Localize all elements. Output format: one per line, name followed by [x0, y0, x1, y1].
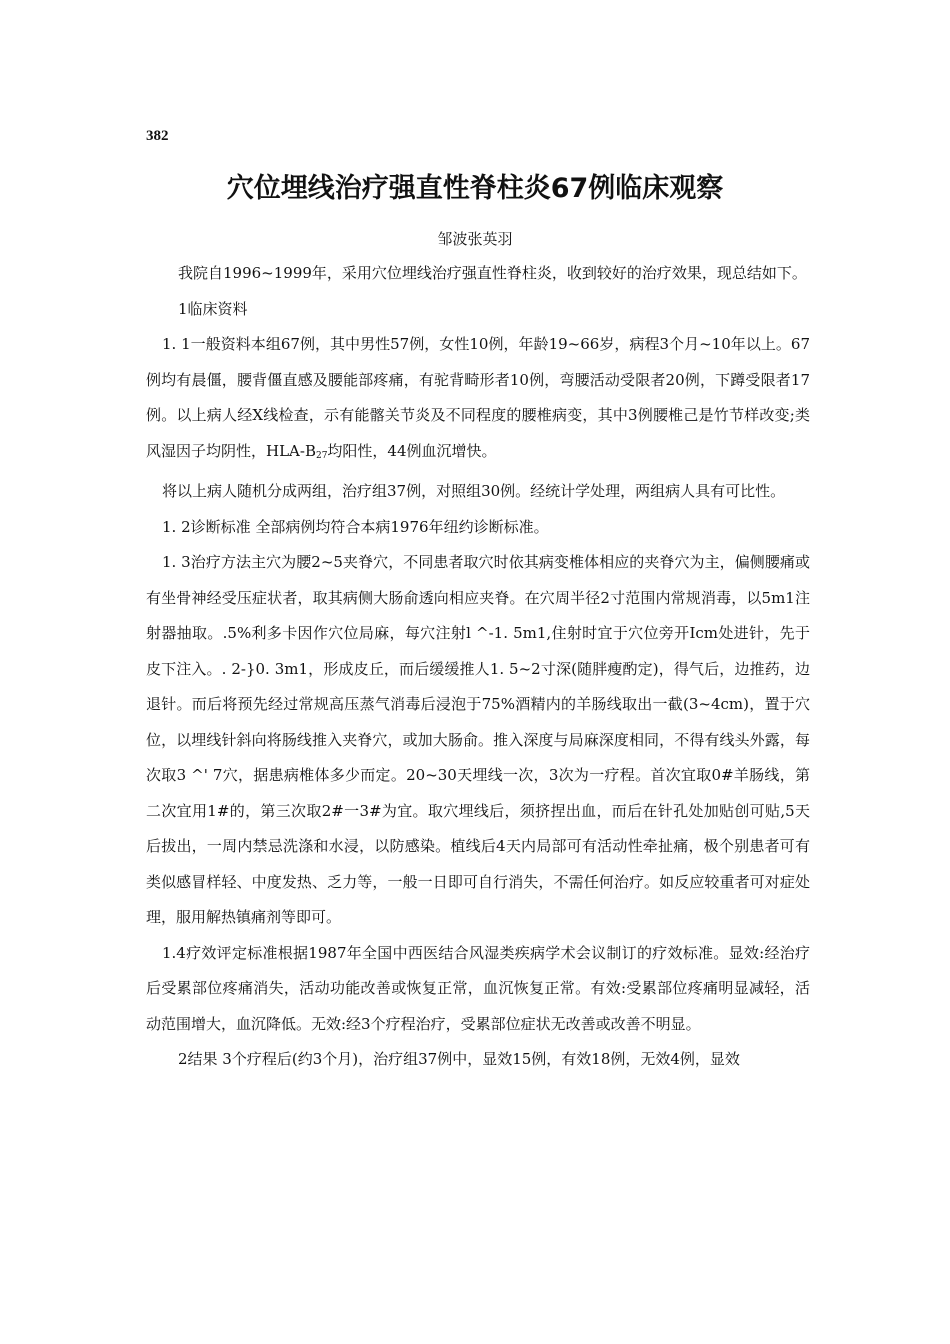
general-data-text: 1. 1一般资料本组67例，其中男性57例，女性10例，年龄19~66岁，病程3个月~10年以上。67例均有晨僵，腰背僵直感及腰能部疼痛，有驼背畸形者10例，弯腰活动受限者20例，下蹲受限者17例。以上病人经X线检查，示有能髂关节炎及不同程度的腰椎病变，其中3例腰椎己是竹节样改变;类风湿因子均阴性，HLA-B — [146, 335, 810, 460]
intro-paragraph: 我院自1996~1999年，采用穴位埋线治疗强直性脊柱炎，收到较好的治疗效果，现总结如下。 — [178, 264, 807, 282]
paragraph-grouping: 将以上病人随机分成两组，治疗组37例，对照组30例。经统计学处理，两组病人具有可比性。 — [162, 482, 786, 500]
general-data-text-end: 均阳性，44例血沉增快。 — [327, 441, 497, 460]
paragraph-results: 2结果 3个疗程后(约3个月)，治疗组37例中，显效15例，有效18例，无效4例，显效 — [178, 1050, 740, 1068]
article-authors: 邹波张英羽 — [437, 230, 513, 248]
article-body — [146, 256, 810, 1078]
paragraph-diagnosis-criteria: 1. 2诊断标准 全部病例均符合本病1976年纽约诊断标准。 — [162, 517, 549, 536]
paragraph-treatment-method: 1. 3治疗方法主穴为腰2~5夹脊穴，不同患者取穴时依其病变椎体相应的夹脊穴为主，偏侧腰痛或有坐骨神经受压症状者，取其病侧大肠俞透向相应夹脊。在穴周半径2寸范围内常规消毒，以5m1注射器抽取。.5%利多卡因作穴位局麻，每穴注射l ^-1. 5m1,住射时宜于穴位旁开Icm处进针，先于皮下注入。. 2-}0. 3m1，形成皮丘，而后缓缓推人1. 5~2寸深(随胖瘦酌定)，得气后，边推药，边退针。而后将预先经过常规高压蒸气消毒后浸泡于75%酒精内的羊肠线取出一截(3~4cm)，置于穴位，以埋线针斜向将肠线推入夹脊穴，或加大肠俞。推入深度与局麻深度相同，不得有线头外露，每次取3 ^' 7穴，据患病椎体多少而定。20~30天埋线一次，3次为一疗程。首次宜取0#羊肠线，第二次宜用1#的，第三次取2#一3#为宜。取穴埋线后，须挤捏出血，而后在针孔处加贴创可贴,5天后拔出，一周内禁忌洗涤和水浸，以防感染。植线后4天内局部可有活动性牵扯痛，极个别患者可有类似感冒样轻、中度发热、乏力等，一般一日即可自行消失，不需任何治疗。如反应较重者可对症处理，服用解热镇痛剂等即可。 — [146, 553, 810, 926]
paragraph-general-data — [146, 327, 810, 474]
hla-subscript: 27 — [315, 450, 328, 461]
article-title: 穴位埋线治疗强直性脊柱炎67例临床观察 — [226, 173, 724, 204]
page-number: 382 — [146, 128, 169, 144]
paragraph-efficacy-criteria: 1.4疗效评定标准根据1987年全国中西医结合风湿类疾病学术会议制订的疗效标准。显效:经治疗后受累部位疼痛消失，活动功能改善或恢复正常，血沉恢复正常。有效:受累部位疼痛明显减轻，活动范围增大，血沉降低。无效:经3个疗程治疗，受累部位症状无改善或改善不明显。 — [146, 943, 810, 1033]
section-heading-clinical-data: 1临床资料 — [178, 299, 248, 318]
